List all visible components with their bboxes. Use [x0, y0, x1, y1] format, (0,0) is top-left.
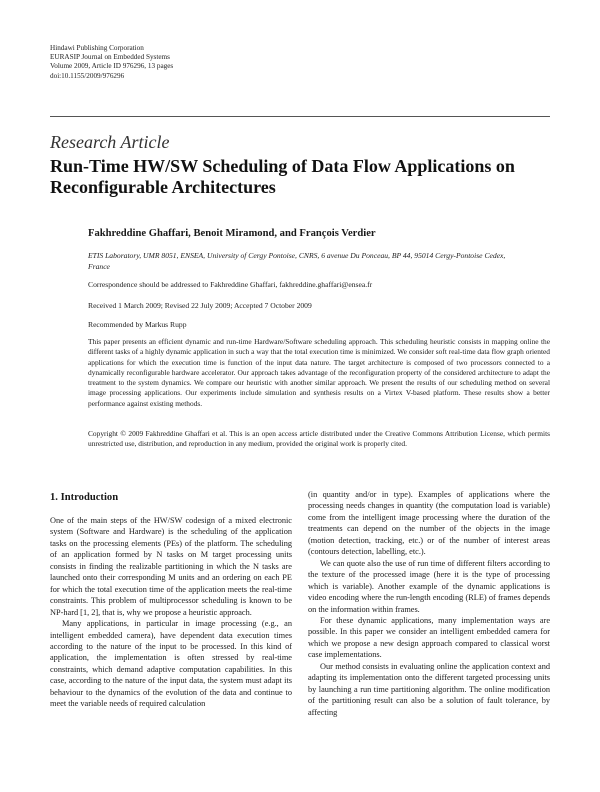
right-column [308, 489, 550, 718]
article-type: Research Article [50, 132, 170, 152]
submission-dates: Received 1 March 2009; Revised 22 July 2009; Accepted 7 October 2009 [88, 301, 312, 310]
copyright-notice: Copyright © 2009 Fakhreddine Ghaffari et al. This is an open access article distributed under the Creative Commons Attribution License, which permits unrestricted use, distribution, and reproduction in any medium, provided the original work is properly cited. [88, 429, 550, 449]
doi: doi:10.1155/2009/976296 [50, 71, 125, 80]
journal-name: EURASIP Journal on Embedded Systems [50, 53, 170, 62]
correspondence: Correspondence should be addressed to Fakhreddine Ghaffari, fakhreddine.ghaffari@ensea.fr [88, 280, 373, 289]
paper-title: Run-Time HW/SW Scheduling of Data Flow Applications on Reconfigurable Architectures [50, 156, 515, 197]
recommended-by: Recommended by Markus Rupp [88, 320, 187, 329]
volume-info: Volume 2009, Article ID 976296, 13 pages [50, 62, 174, 71]
abstract: This paper presents an efficient dynamic and run-time Hardware/Software scheduling approach. This scheduling heuristic consists in mapping online the different tasks of a highly dynamic application in such a way that the total execution time is minimized. We consider soft real-time data flow graph oriented applications for which the execution time is function of the input data nature. The target architecture is composed of two processors connected to a dynamically reconfigurable hardware accelerator. Our approach takes advantage of the reconfiguration property of the considered architecture to adapt the treatment to the system dynamics. We compare our heuristic with another similar approach. We present the results of our scheduling method on several image processing applications. Our experiments include simulation and synthesis results on a Virtex V-based platform. These results show a better performance against existing methods. [88, 337, 550, 408]
paragraph: Our method consists in evaluating online the application context and adapting its implementation onto the different targeted processing units by launching a run time partitioning algorithm. The online modification of the partitioning result can also be a solution of fault tolerance, by affecting [308, 661, 550, 717]
paragraph: (in quantity and/or in type). Examples of applications where the processing needs changes in quantity (the computation load is variable) come from the intelligent image processing where the duration of the treatments can depend on the number of the objects in the image (motion detection, tracking, etc.) or of the number of interest areas (contours detection, labelling, etc.). [308, 490, 550, 557]
left-column [50, 515, 292, 710]
paragraph: For these dynamic applications, many implementation ways are possible. In this paper we consider an intelligent embedded camera for which we propose a new design approach compared to classical worst case implementations. [308, 615, 550, 660]
paragraph: One of the main steps of the HW/SW codesign of a mixed electronic system (Software and Hardware) is the scheduling of the application tasks on the processing elements (PEs) of the platform. The scheduling of an application formed by N tasks on M target processing units consists in finding the realizable partitioning in which the N tasks are launched onto their corresponding M units and an ordering on each PE for which the total execution time of the application meets the real-time constraints. This problem of multiprocessor scheduling is known to be NP-hard [1, 2], that is, why we propose a heuristic approach. [50, 516, 292, 617]
section-heading: 1. Introduction [50, 492, 119, 503]
publisher-name: Hindawi Publishing Corporation [50, 44, 144, 52]
author-list: Fakhreddine Ghaffari, Benoit Miramond, and François Verdier [88, 228, 376, 239]
paragraph: Many applications, in particular in image processing (e.g., an intelligent embedded camera), have dependent data execution times according to the nature of the input to be processed. In this kind of application, the implementation is often stressed by real-time constraints, which demand adaptive computation capabilities. In this case, according to the nature of the input data, the system must adapt its behaviour to the dynamics of the evolution of the data and continue to meet the variable needs of required calculation [50, 619, 292, 709]
paragraph: We can quote also the use of run time of different filters according to the texture of the processed image (here it is the type of processing which is variable). Another example of the dynamic applications is video encoding where the run-length encoding (RLE) of frames depends on the information within frames. [308, 558, 550, 614]
journal-header [50, 44, 173, 81]
affiliation: ETIS Laboratory, UMR 8051, ENSEA, University of Cergy Pontoise, CNRS, 6 avenue Du Ponceau, BP 44, 95014 Cergy-Pontoise Cedex, France [88, 251, 506, 271]
header-divider [50, 116, 550, 117]
